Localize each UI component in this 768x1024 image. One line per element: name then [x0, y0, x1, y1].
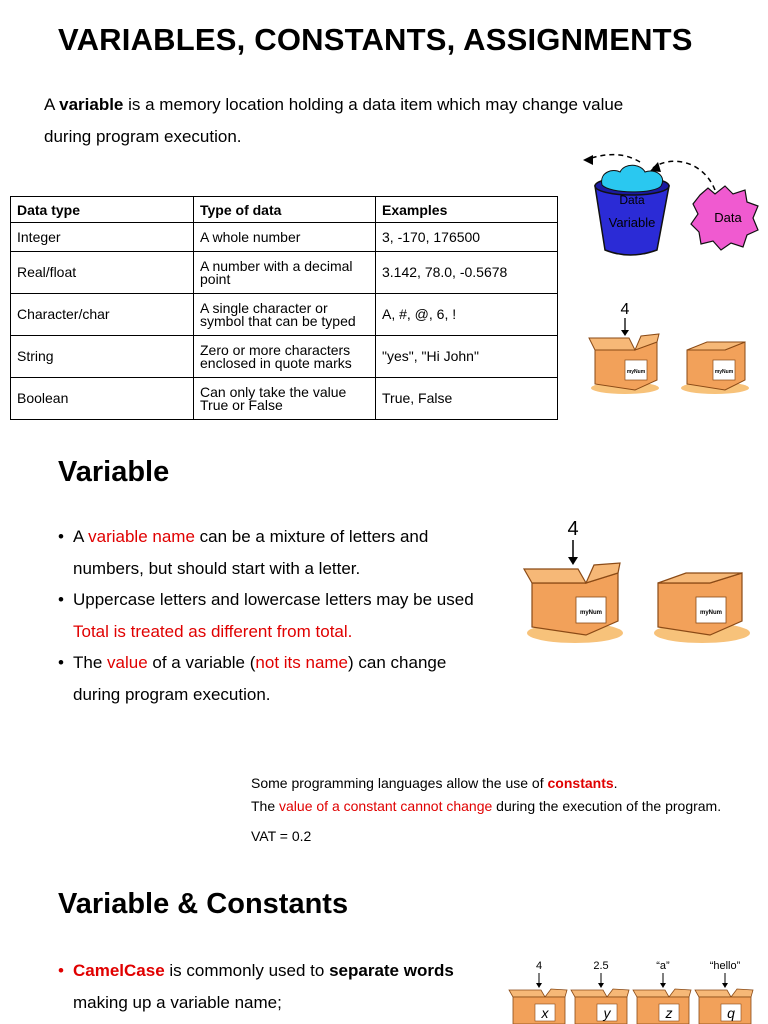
table-row [11, 294, 558, 336]
note-text: Some programming languages allow the use of [251, 775, 548, 791]
table-cell: String [11, 336, 194, 378]
arrow-down-icon [722, 983, 728, 988]
table-header: Type of data [194, 197, 376, 223]
variable-bullet-list [58, 521, 474, 710]
highlight-text: Total is treated as different from total. [73, 621, 353, 641]
arrow-down-icon [568, 557, 578, 565]
box-lid [695, 989, 753, 997]
box-value-label: 2.5 [593, 960, 609, 972]
table-header: Examples [376, 197, 558, 223]
variable-term: variable [59, 95, 124, 114]
data-types-table [10, 196, 558, 420]
bucket-label: Variable [608, 215, 656, 230]
small-boxes-illustration [585, 298, 765, 398]
large-boxes-illustration [520, 515, 760, 650]
bullet-text: A [73, 527, 89, 546]
box-label: myNum [626, 369, 646, 375]
intro-text: is a memory location holding a data item which may change value [123, 95, 624, 114]
box-name-label: z [665, 1005, 673, 1021]
arrow-down-icon [598, 983, 604, 988]
box-name-label: x [541, 1005, 549, 1021]
box-name-label: q [727, 1005, 735, 1021]
box-lid [571, 989, 629, 997]
bullet-text: can be a mixture of letters and [194, 527, 429, 546]
table-row [11, 223, 558, 252]
page-title: VARIABLES, CONSTANTS, ASSIGNMENTS [58, 22, 693, 57]
constant-example: VAT = 0.2 [251, 828, 312, 844]
bullet-text: making up a variable name; [73, 992, 282, 1012]
table-cell: Boolean [11, 378, 194, 420]
box-value-label: 4 [567, 518, 579, 540]
section-heading-variable-constants: Variable & Constants [58, 888, 349, 920]
box-name-label: y [603, 1005, 611, 1021]
box-value-label: 4 [535, 960, 543, 972]
constants-line-1 [251, 775, 618, 791]
table-row [11, 378, 558, 420]
table-row [11, 336, 558, 378]
arrow-down-icon [660, 983, 666, 988]
box-label: myNum [579, 610, 603, 616]
camelcase-bullet-list [58, 955, 454, 1018]
table-cell: A single character or symbol that can be typed [194, 294, 376, 336]
arrow-down-icon [536, 983, 542, 988]
table-row [11, 252, 558, 294]
table-header-row [11, 197, 558, 223]
constants-term: constants [547, 775, 614, 791]
arrow-down-icon [621, 330, 629, 336]
table-cell: 3.142, 78.0, -0.5678 [376, 252, 558, 294]
box-value-label: “a” [656, 960, 670, 972]
list-item: • The value of a variable (not its name) can change during program execution. [58, 653, 447, 704]
table-cell: A whole number [194, 223, 376, 252]
variable-boxes-row [508, 955, 766, 1024]
note-text: during the execution of the program. [492, 798, 722, 814]
table-cell: A number with a decimal point [194, 252, 376, 294]
section-heading-variable: Variable [58, 456, 170, 488]
bullet-text: The [73, 653, 108, 672]
constants-line-2 [251, 798, 721, 814]
variable-bucket-illustration [575, 150, 765, 260]
list-item: • CamelCase is commonly used to separate words making up a variable name; [58, 961, 454, 1012]
camelcase-term: CamelCase [73, 961, 165, 980]
bullet-text: during program execution. [73, 684, 271, 704]
bucket-content-label: Data [619, 193, 645, 207]
data-label: Data [714, 210, 742, 225]
table-cell: "yes", "Hi John" [376, 336, 558, 378]
bullet-text: Uppercase letters and lowercase letters may be used [73, 590, 474, 609]
highlight-text: variable name [88, 527, 195, 546]
box-lid [633, 989, 691, 997]
bold-text: separate words [329, 961, 454, 980]
table-cell: Character/char [11, 294, 194, 336]
table-header: Data type [11, 197, 194, 223]
table-cell: Can only take the value True or False [194, 378, 376, 420]
box-value-label: “hello” [709, 960, 741, 972]
intro-line-1 [44, 95, 623, 115]
table-cell: True, False [376, 378, 558, 420]
table-cell: Integer [11, 223, 194, 252]
list-item: • Uppercase letters and lowercase letters may be used Total is treated as different from total. [58, 590, 474, 641]
highlight-text: value of a constant cannot change [279, 798, 493, 814]
table-cell: Zero or more characters enclosed in quote marks [194, 336, 376, 378]
bullet-text: is commonly used to [164, 961, 330, 980]
box-label: myNum [699, 610, 723, 616]
table-cell: Real/float [11, 252, 194, 294]
box-label: myNum [714, 369, 734, 375]
dashed-arrow-out [585, 155, 640, 162]
box-value-label: 4 [620, 301, 630, 318]
intro-line-2: during program execution. [44, 127, 242, 146]
bullet-text: of a variable ( [147, 653, 256, 672]
box-lid [509, 989, 567, 997]
table-cell: 3, -170, 176500 [376, 223, 558, 252]
bullet-text: numbers, but should start with a letter. [73, 558, 361, 578]
bullet-text: ) can change [348, 653, 447, 672]
table-cell: A, #, @, 6, ! [376, 294, 558, 336]
note-text: The [251, 798, 280, 814]
highlight-text: not its name [255, 653, 349, 672]
highlight-text: value [107, 653, 148, 672]
arrowhead-icon [583, 155, 593, 165]
intro-text: A [44, 95, 60, 114]
note-text: . [613, 775, 618, 791]
list-item: • A variable name can be a mixture of letters and numbers, but should start with a letter. [58, 527, 429, 578]
